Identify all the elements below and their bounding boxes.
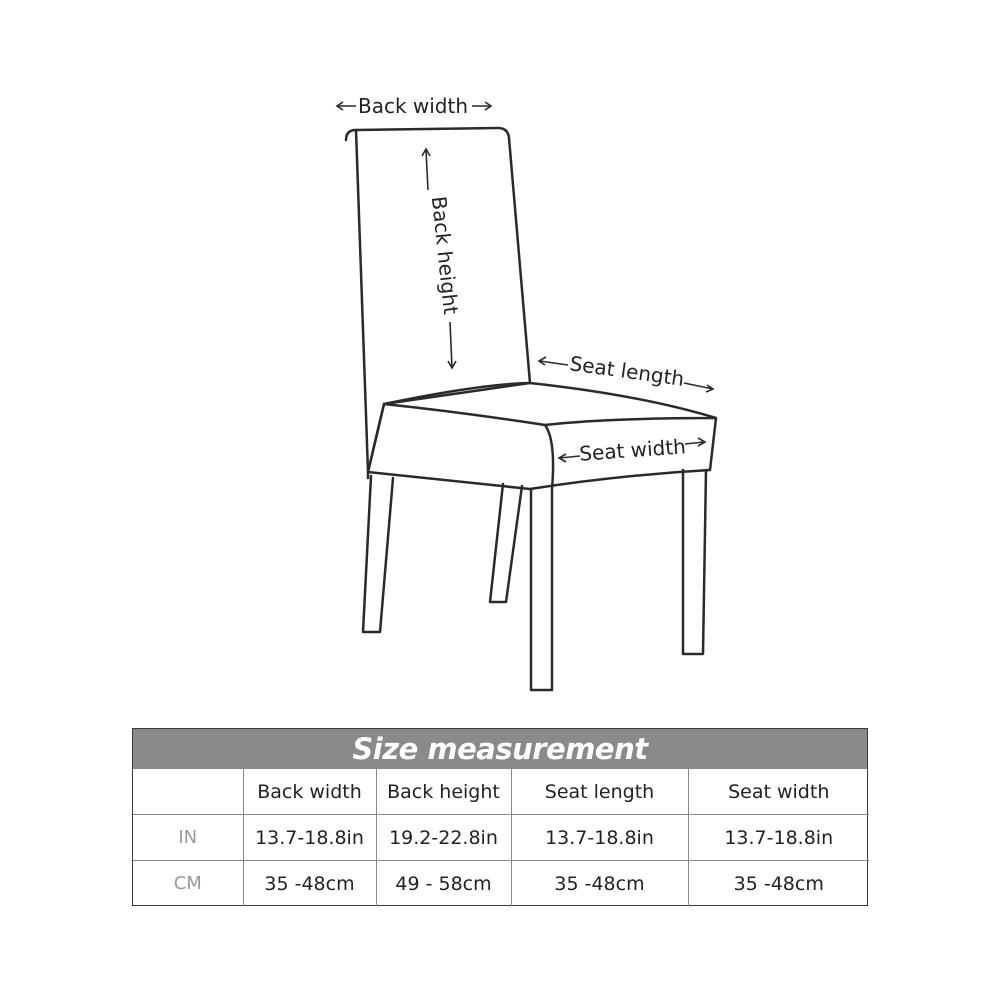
table-row-in <box>133 815 869 861</box>
back-width-annotation <box>337 94 491 118</box>
chair-leg-front-left <box>531 489 552 690</box>
cell-in-seat-width: 13.7-18.8in <box>724 826 834 849</box>
header-cell-seat-width: Seat width <box>728 780 830 803</box>
cell-in-back-height: 19.2-22.8in <box>376 815 511 861</box>
row-unit-in: IN <box>133 815 243 861</box>
chair-leg-back-left <box>363 476 393 632</box>
back-height-label: Back height <box>426 195 464 316</box>
chair-leg-back-right <box>490 484 522 602</box>
back-width-label: Back width <box>357 94 469 118</box>
header-cell-back-height: Back height <box>376 769 511 815</box>
cell-cm-back-width: 35 -48cm <box>243 861 376 907</box>
cell-cm-seat-length: 35 -48cm <box>511 861 688 907</box>
seat-width-label: Seat width <box>578 434 687 466</box>
size-grid <box>133 769 869 906</box>
table-row-cm <box>133 861 869 907</box>
header-cell-back-width: Back width <box>243 769 376 815</box>
table-title-bar <box>133 729 867 769</box>
seat-length-annotation <box>539 351 713 392</box>
chair-leg-front-right <box>683 470 706 654</box>
seat-length-label: Seat length <box>568 351 686 391</box>
chair-seat-top <box>384 383 716 425</box>
header-row <box>133 769 869 815</box>
table-title: Size measurement <box>352 732 648 766</box>
cell-cm-back-height: 49 - 58cm <box>376 861 511 907</box>
cell-in-back-width: 13.7-18.8in <box>243 815 376 861</box>
header-cell-seat-length: Seat length <box>511 769 688 815</box>
seat-width-annotation <box>559 434 705 465</box>
chair-back-side <box>346 130 368 478</box>
header-cell-empty <box>133 769 243 815</box>
size-measurement-table <box>132 728 868 906</box>
cell-cm-seat-width: 35 -48cm <box>733 872 824 895</box>
row-unit-cm: CM <box>133 861 243 907</box>
cell-in-seat-length: 13.7-18.8in <box>511 815 688 861</box>
back-height-annotation <box>422 149 463 368</box>
